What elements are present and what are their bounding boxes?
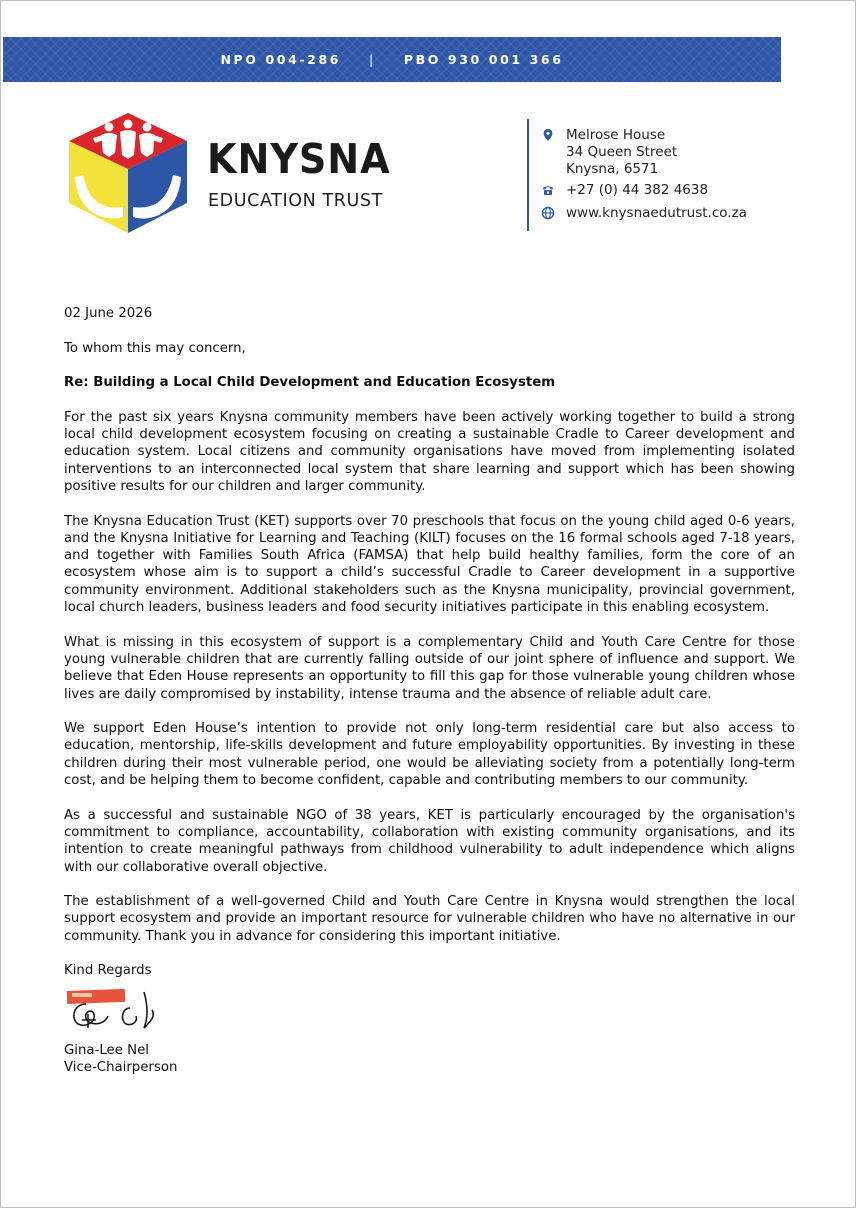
- letter-paragraph: The Knysna Education Trust (KET) supports over 70 preschools that focus on the young child aged 0-6 years, and the Knysna Initiative for Learning and Teaching (KILT) focuses on the 16 formal schools aged 7-18 years, and together with Families South Africa (FAMSA) that help build healthy families, form the core of an ecosystem whose aim is to support a child’s successful Cradle to Career development in a supportive community environment. Additional stakeholders such as the Knysna municipality, provincial government, local church leaders, business leaders and food security initiatives participate in this enabling ecosystem.: [64, 513, 795, 616]
- banner-separator: |: [369, 52, 376, 67]
- registration-banner: [3, 37, 781, 82]
- brand-subtitle: EDUCATION TRUST: [208, 191, 383, 211]
- letter-paragraph: For the past six years Knysna community members have been actively working together to build a strong local child development ecosystem focusing on creating a sustainable Cradle to Career development and education system. Local citizens and community organisations have moved from implementing isolated interventions to an interconnected local system that share learning and support which has been showing positive results for our children and larger community.: [64, 409, 795, 494]
- letter-subject: Re: Building a Local Child Development and Education Ecosystem: [64, 375, 556, 391]
- phone-number[interactable]: +27 (0) 44 382 4638: [566, 182, 709, 198]
- address-line-2: 34 Queen Street: [566, 144, 678, 160]
- letter-paragraph: We support Eden House’s intention to provide not only long-term residential care but also access to education, mentorship, life-skills development and future employability opportunities. By investing in these children during their most vulnerable period, one would be alleviating society from a potentially long-term cost, and be helping them to become confident, capable and contributing members to our community.: [64, 721, 795, 789]
- website-link[interactable]: www.knysnaedutrust.co.za: [566, 205, 747, 221]
- contact-divider: [527, 119, 529, 231]
- letter-closing: Kind Regards: [64, 963, 152, 979]
- letter-date: 02 June 2026: [64, 306, 153, 321]
- signatory-title: Vice-Chairperson: [64, 1059, 178, 1075]
- letter-paragraph: The establishment of a well-governed Child and Youth Care Centre in Knysna would strengthen the local support ecosystem and provide an important resource for vulnerable children who have no alternative in our community. Thank you in advance for considering this important initiative.: [64, 894, 795, 944]
- brand-name: KNYSNA: [207, 135, 391, 183]
- address-line-3: Knysna, 6571: [566, 161, 659, 177]
- letter-body: [64, 305, 795, 1076]
- letter-paragraph: What is missing in this ecosystem of support is a complementary Child and Youth Care Centre for those young vulnerable children that are currently falling outside of our joint sphere of influence and support. We believe that Eden House represents an opportunity to fill this gap for those vulnerable young children whose lives are daily compromised by instability, intense trauma and the absence of reliable adult care.: [64, 634, 795, 702]
- letter-paragraph: As a successful and sustainable NGO of 38 years, KET is particularly encouraged by the organisation's commitment to compliance, accountability, collaboration with existing community organisations, and its intention to create meaningful pathways from childhood vulnerability to adult independence which aligns with our collaborative overall objective.: [64, 807, 795, 875]
- location-pin-icon: [541, 128, 555, 142]
- npo-number: NPO 004-286: [220, 52, 342, 67]
- globe-icon: [541, 206, 555, 220]
- pbo-number: PBO 930 001 366: [403, 52, 564, 67]
- signature: [64, 986, 159, 1032]
- letter-salutation: To whom this may concern,: [64, 340, 246, 356]
- phone-icon: [541, 183, 555, 197]
- knysna-logo: [63, 111, 193, 236]
- address-line-1: Melrose House: [566, 127, 666, 143]
- signatory-name: Gina-Lee Nel: [64, 1042, 149, 1058]
